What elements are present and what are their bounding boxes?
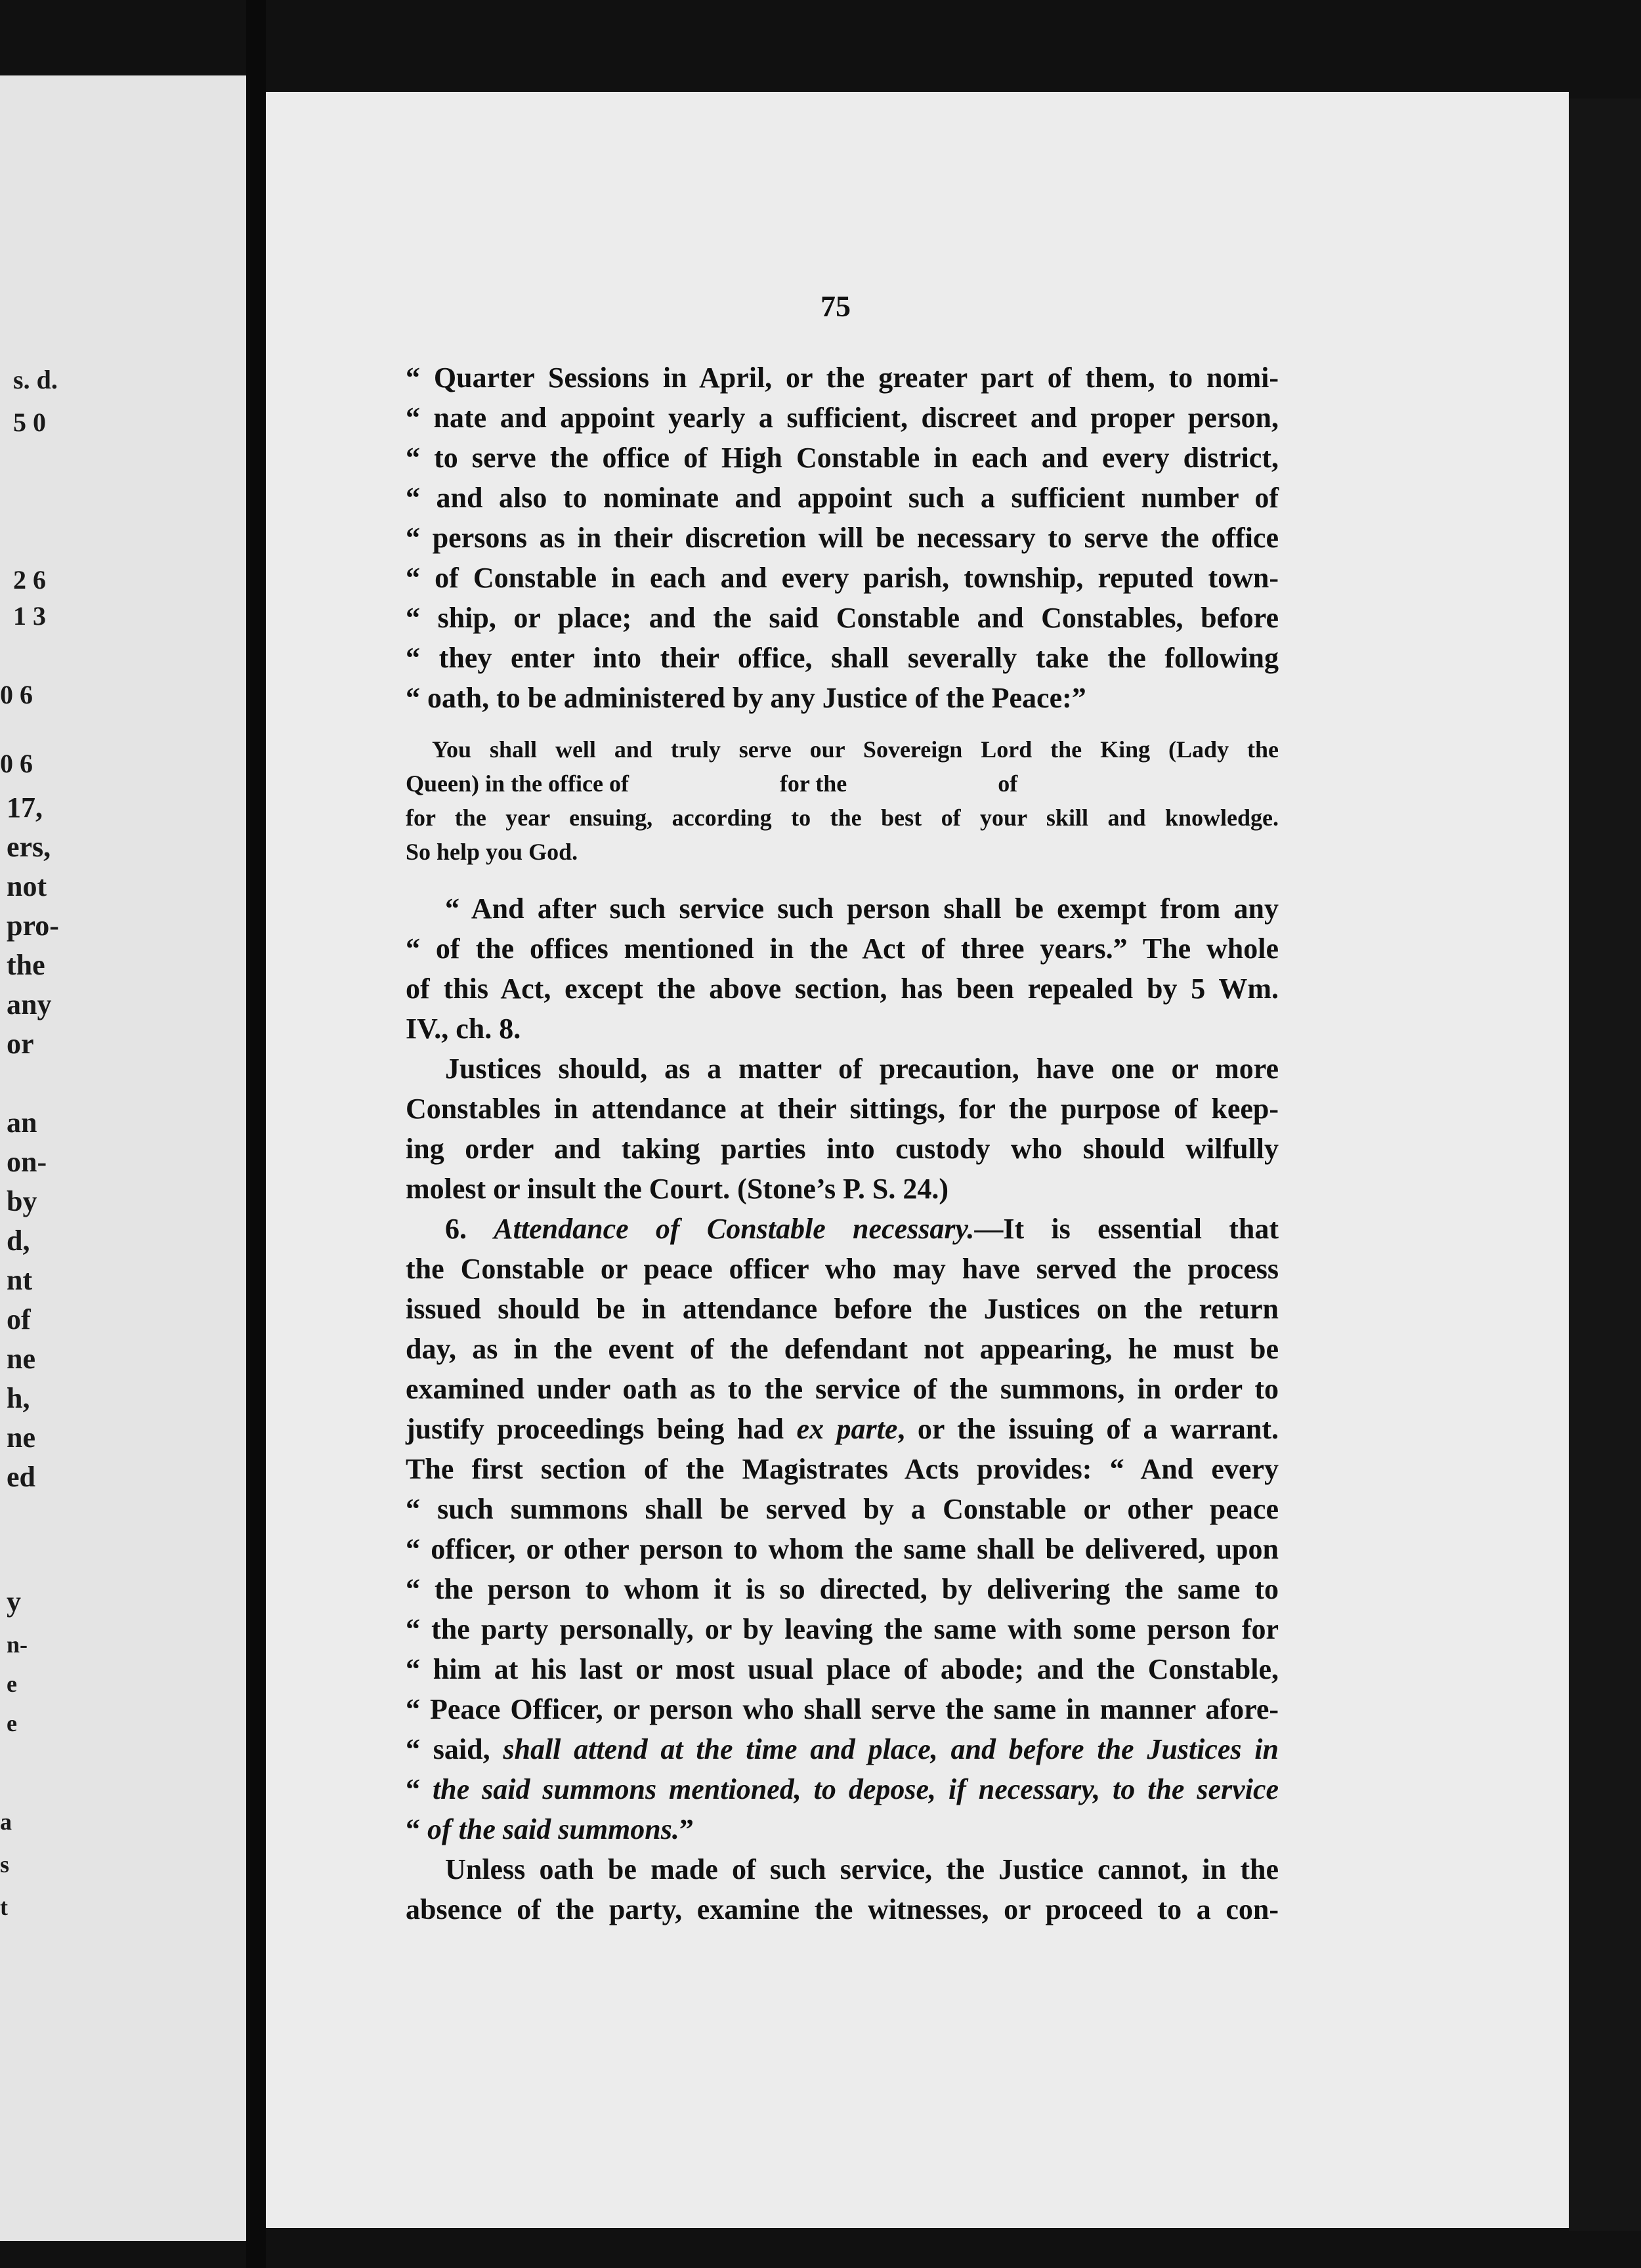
- italic-quote: the said summons mentioned, to depose, if necessary, to the service: [432, 1773, 1279, 1805]
- left-fragment: y: [7, 1586, 21, 1618]
- section-heading: Attendance of Constable necessary.: [494, 1213, 975, 1245]
- text-run: “: [406, 1773, 420, 1805]
- left-fragment: t: [0, 1894, 8, 1920]
- text-line: issued should be in attendance before the Justices on the return: [406, 1293, 1279, 1325]
- text-line: examined under oath as to the service of the summons, in order to: [406, 1373, 1279, 1405]
- text-line: Unless oath be made of such service, the Justice cannot, in the: [445, 1853, 1279, 1885]
- paragraph-exemption: [406, 889, 1279, 1049]
- text-run: “ said,: [406, 1733, 490, 1765]
- left-fragment: on-: [7, 1146, 47, 1178]
- text-line: “ they enter into their office, shall severally take the following: [406, 642, 1279, 674]
- text-run: ”: [679, 1813, 694, 1845]
- section-6-attendance: [406, 1209, 1279, 1849]
- text-line: Justices should, as a matter of precaution, have one or more: [445, 1053, 1279, 1085]
- text-line: “ such summons shall be served by a Constable or other peace: [406, 1493, 1279, 1525]
- left-fragment: by: [7, 1185, 37, 1217]
- oath-line: So help you God.: [406, 839, 578, 865]
- text-line: molest or insult the Court. (Stone’s P. S. 24.): [406, 1173, 949, 1205]
- text-line: “ of Constable in each and every parish, township, reputed town-: [406, 562, 1279, 594]
- text-line: ing order and taking parties into custody who should wilfully: [406, 1133, 1279, 1165]
- left-fragment: ne: [7, 1421, 35, 1454]
- left-fragment: of: [7, 1303, 31, 1335]
- text-line: “ of the offices mentioned in the Act of three years.” The whole: [406, 933, 1279, 965]
- ex-parte-italic: ex parte: [796, 1413, 898, 1445]
- left-fragment: s. d.: [13, 365, 58, 394]
- left-fragment: 5 0: [13, 408, 46, 437]
- left-page-edge: [0, 75, 246, 2241]
- text-line: the Constable or peace officer who may have served the process: [406, 1253, 1279, 1285]
- left-fragment: 0 6: [0, 749, 33, 778]
- right-dark-edge: [1569, 98, 1641, 2231]
- paragraph-act-quote: [406, 358, 1279, 718]
- text-line: [406, 1809, 1279, 1849]
- text-line: “ the person to whom it is so directed, by delivering the same to: [406, 1573, 1279, 1605]
- text-line: day, as in the event of the defendant not appearing, he must be: [406, 1333, 1279, 1365]
- text-line: “ oath, to be administered by any Justice of the Peace:”: [406, 682, 1086, 714]
- text-line: “ to serve the office of High Constable in each and every district,: [406, 442, 1279, 474]
- text-line: absence of the party, examine the witnesses, or proceed to a con-: [406, 1893, 1279, 1925]
- left-fragment: 17,: [7, 791, 43, 824]
- paragraph-oath-of-service: [406, 1849, 1279, 1929]
- left-fragment: 1 3: [13, 601, 46, 631]
- text-line: [406, 1769, 1279, 1809]
- left-fragment: nt: [7, 1264, 33, 1296]
- text-line: “ nate and appoint yearly a sufficient, discreet and proper person,: [406, 402, 1279, 434]
- text-run: justify proceedings being had: [406, 1413, 784, 1445]
- oath-line: [406, 766, 1279, 801]
- left-fragment: ne: [7, 1343, 35, 1375]
- left-fragment: 0 6: [0, 680, 33, 709]
- text-run: , or the issuing of a warrant.: [897, 1413, 1279, 1445]
- text-line: of this Act, except the above section, has been repealed by 5 Wm.: [406, 973, 1279, 1005]
- page-body: [406, 358, 1279, 1929]
- text-line: “ officer, or other person to whom the same shall be delivered, upon: [406, 1533, 1279, 1565]
- oath-text: of: [998, 770, 1018, 797]
- left-fragment: h,: [7, 1382, 30, 1414]
- left-fragment: pro-: [7, 910, 59, 942]
- oath-text: for the: [779, 770, 847, 797]
- paragraph-precaution: [406, 1049, 1279, 1209]
- left-fragment: the: [7, 949, 45, 981]
- left-fragment: or: [7, 1028, 34, 1060]
- oath-line: for the year ensuing, according to the best of your skill and knowledge.: [406, 805, 1279, 831]
- section-number: 6.: [445, 1213, 467, 1245]
- text-line: “ ship, or place; and the said Constable and Constables, before: [406, 602, 1279, 634]
- book-gutter: [246, 0, 266, 2268]
- left-fragment: a: [0, 1809, 12, 1835]
- text-line: IV., ch. 8.: [406, 1013, 521, 1045]
- left-fragment: e: [7, 1671, 17, 1697]
- oath-block: [406, 732, 1279, 869]
- left-fragment: any: [7, 988, 52, 1020]
- italic-quote: shall attend at the time and place, and before the Justices in: [503, 1733, 1279, 1765]
- page-number: 75: [820, 289, 851, 323]
- left-page-fragments: [0, 75, 246, 2241]
- left-fragment: s: [0, 1851, 10, 1878]
- text-line: Constables in attendance at their sittings, for the purpose of keep-: [406, 1093, 1279, 1125]
- left-fragment: ers,: [7, 831, 51, 863]
- text-line: “ him at his last or most usual place of abode; and the Constable,: [406, 1653, 1279, 1685]
- section-heading-line: [406, 1209, 1279, 1249]
- left-fragment: e: [7, 1710, 17, 1736]
- text-run: —It is essential that: [974, 1213, 1279, 1245]
- oath-line: You shall well and truly serve our Sovereign Lord the King (Lady the: [432, 736, 1279, 763]
- text-line: “ Quarter Sessions in April, or the greater part of them, to nomi-: [406, 362, 1279, 394]
- text-line: “ Peace Officer, or person who shall serve the same in manner afore-: [406, 1693, 1279, 1725]
- text-line: The first section of the Magistrates Acts provides: “ And every: [406, 1453, 1279, 1485]
- oath-text: Queen) in the office of: [406, 770, 629, 797]
- left-fragment: 2 6: [13, 565, 46, 595]
- left-fragment: d,: [7, 1225, 30, 1257]
- text-run: “: [406, 1813, 420, 1845]
- text-line: “ the party personally, or by leaving the same with some person for: [406, 1613, 1279, 1645]
- left-fragment: an: [7, 1106, 37, 1139]
- text-line: “ And after such service such person shall be exempt from any: [445, 892, 1279, 925]
- text-line: [406, 1409, 1279, 1449]
- text-line: “ persons as in their discretion will be necessary to serve the office: [406, 522, 1279, 554]
- left-fragment: not: [7, 870, 47, 902]
- left-fragment: n-: [7, 1631, 28, 1658]
- left-fragment: ed: [7, 1461, 35, 1493]
- italic-quote: of the said summons.: [427, 1813, 679, 1845]
- text-line: “ and also to nominate and appoint such a sufficient number of: [406, 482, 1279, 514]
- text-line: [406, 1729, 1279, 1769]
